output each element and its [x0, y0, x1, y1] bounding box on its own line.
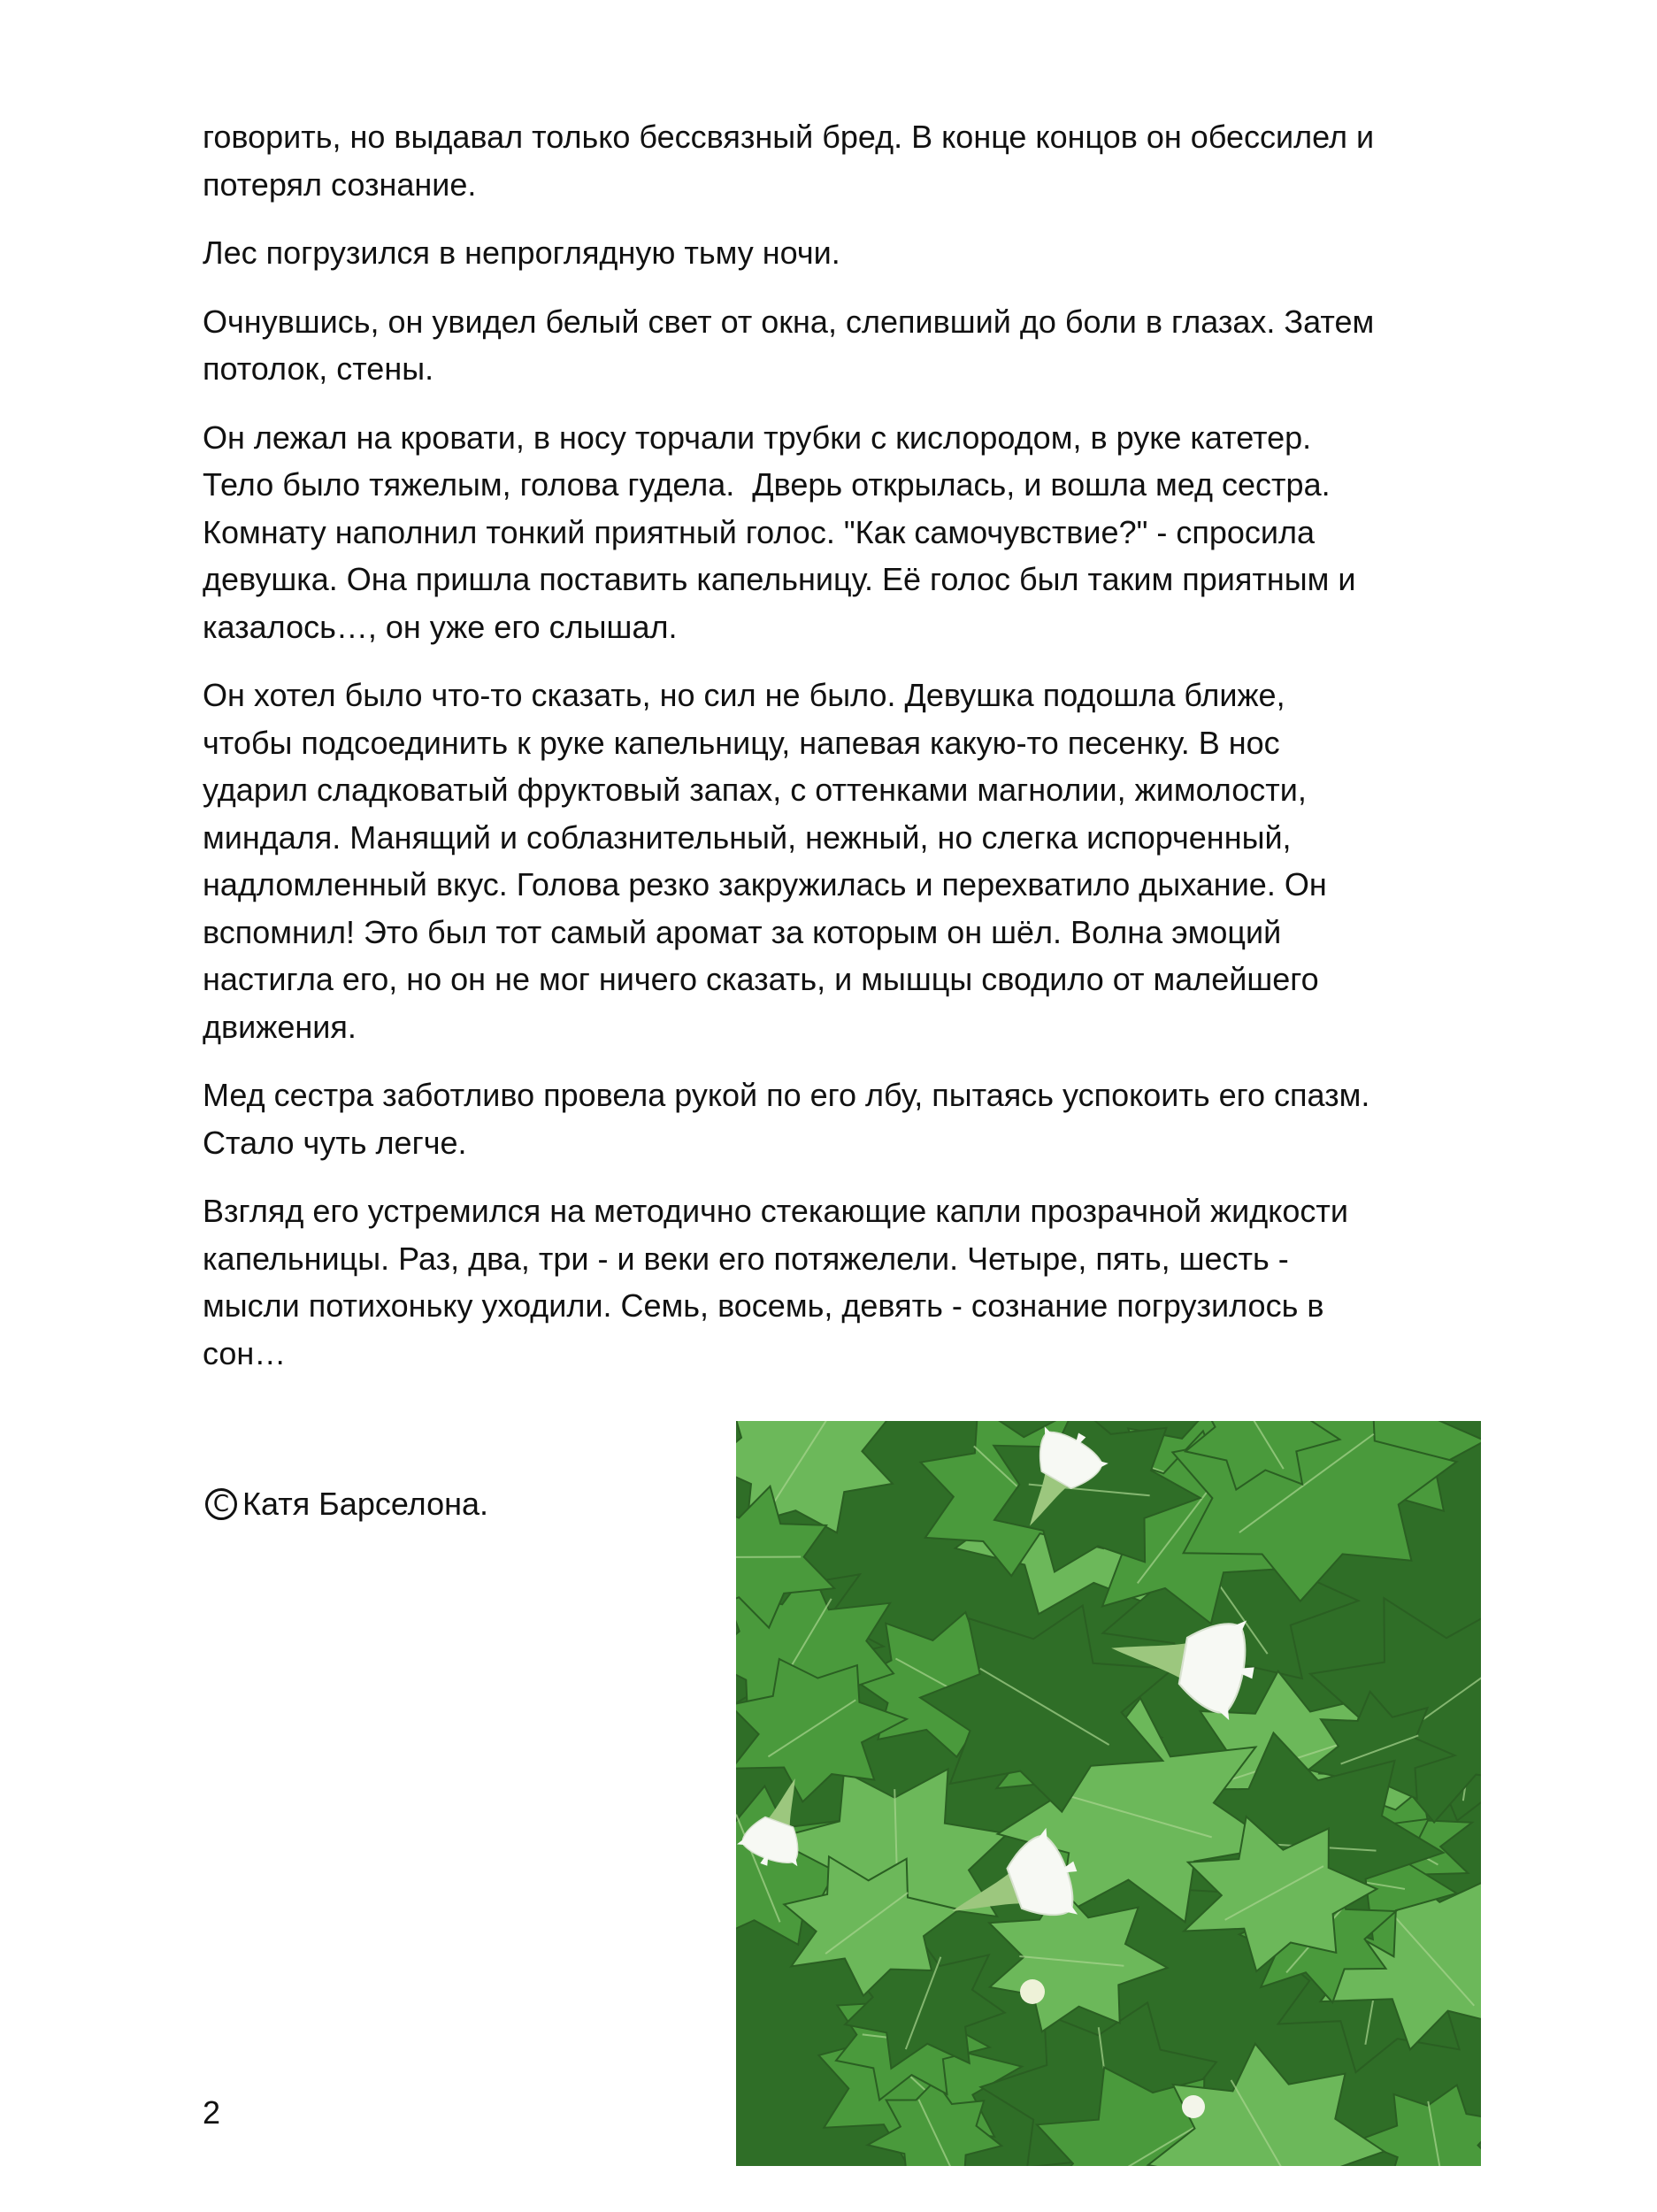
paragraph: Он лежал на кровати, в носу торчали трубки с кислородом, в руке катетер. Тело было тяжелым, голова гудела. Дверь открылась, и вошла мед сестра. Комнату наполнил тонкий приятный голос. "Как самочувствие?" - спросила девушка. Она пришла поставить капельницу. Её голос был таким приятным и казалось…, он уже его слышал. [203, 419, 1356, 645]
copyright-icon: C [205, 1488, 237, 1520]
flower-photo-illustration [736, 1421, 1481, 2166]
paragraph: Лес погрузился в непроглядную тьму ночи. [203, 234, 840, 271]
paragraph: Мед сестра заботливо провела рукой по его лбу, пытаясь успокоить его спазм. Стало чуть легче. [203, 1077, 1370, 1161]
paragraph: Очнувшись, он увидел белый свет от окна, слепивший до боли в глазах. Затем потолок, стены. [203, 303, 1375, 387]
flower-bud [1182, 2095, 1205, 2118]
author-signature [205, 1483, 488, 1525]
paragraph: Он хотел было что-то сказать, но сил не было. Девушка подошла ближе, чтобы подсоединить к руке капельницу, напевая какую-то песенку. В нос ударил сладковатый фруктовый запах, с оттенками магнолии, жимолости, миндаля. Манящий и соблазнительный, нежный, но слегка испорченный, надломленный вкус. Голова резко закружилась и перехватило дыхание. Он вспомнил! Это был тот самый аромат за которым он шёл. Волна эмоций настигла его, но он не мог ничего сказать, и мышцы сводило от малейшего движения. [203, 677, 1327, 1045]
paragraph: Взгляд его устремился на методично стекающие капли прозрачной жидкости капельницы. Раз, два, три - и веки его потяжелели. Четыре, пять, шесть - мысли потихоньку уходили. Семь, восемь, девять - сознание погрузилось в сон… [203, 1193, 1349, 1371]
leaf-vein [736, 1557, 801, 1558]
paragraph: говорить, но выдавал только бессвязный бред. В конце концов он обессилел и потерял сознание. [203, 119, 1375, 203]
page-number: 2 [203, 2094, 221, 2131]
body-text [203, 113, 1503, 1398]
flower-photo [736, 1421, 1481, 2166]
author-name: Катя Барселона. [242, 1486, 489, 1522]
flower-bud [1020, 1979, 1045, 2004]
